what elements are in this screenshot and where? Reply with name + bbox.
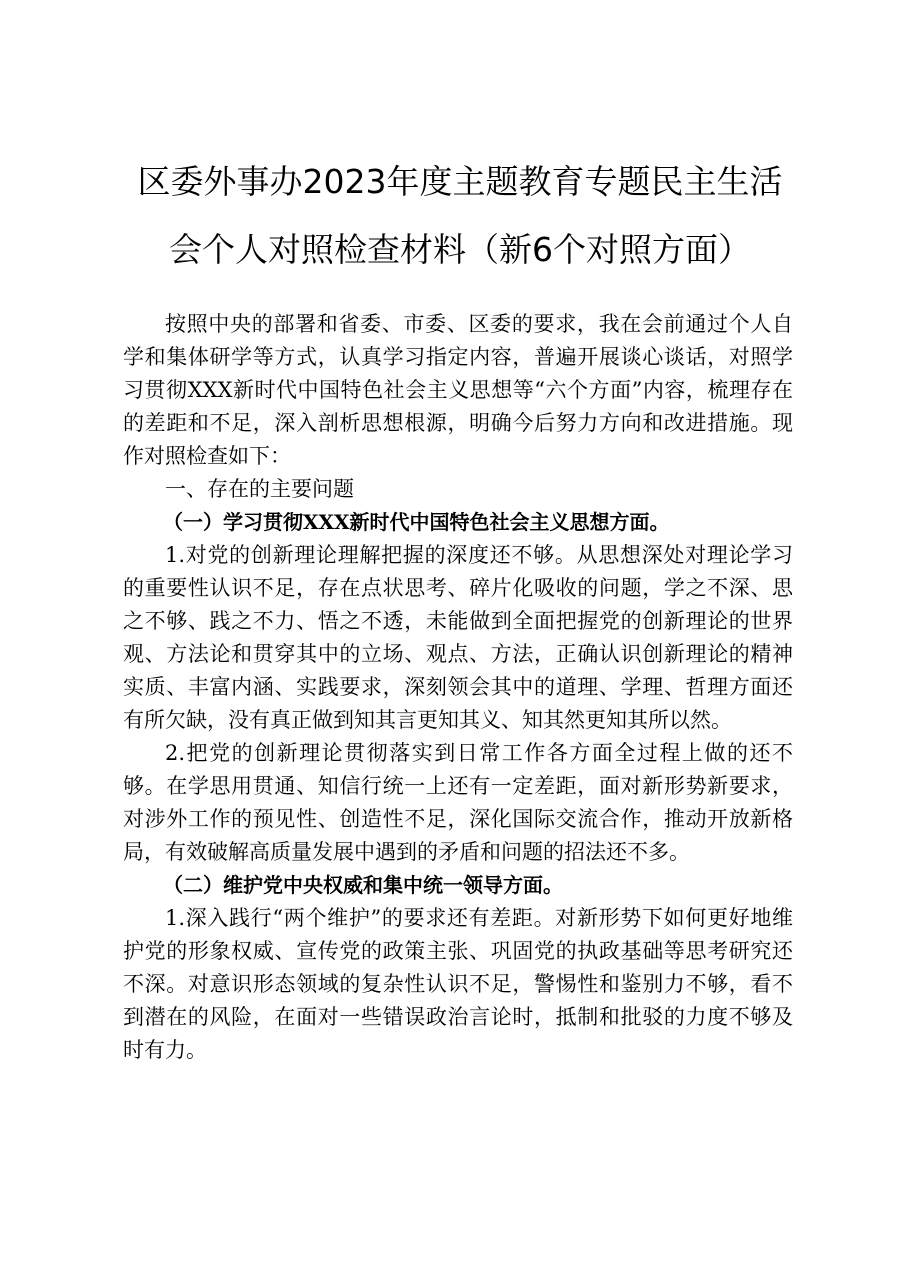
- paragraph-2-1: 1.深入践行“两个维护”的要求还有差距。对新形势下如何更好地维护党的形象权威、宣传党的政策主张、巩固党的执政基础等思考研究还不深。对意识形态领域的复杂性认识不足，警惕性和鉴别力不够，看不到潜在的风险，在面对一些错误政治言论时，抵制和批驳的力度不够及时有力。: [123, 906, 793, 1062]
- document-body: [123, 308, 793, 1067]
- subsection-heading-2: （二）维护党中央权威和集中统一领导方面。: [163, 873, 563, 897]
- document-title-line-1: 区委外事办2023年度主题教育专题民主生活: [137, 162, 783, 201]
- intro-paragraph: 按照中央的部署和省委、市委、区委的要求，我在会前通过个人自学和集体研学等方式，认真学习指定内容，普遍开展谈心谈话，对照学习贯彻XXX新时代中国特色社会主义思想等“六个方面”内容，梳理存在的差距和不足，深入剖析思想根源，明确今后努力方向和改进措施。现作对照检查如下：: [123, 312, 793, 468]
- paragraph-1-1: 1.对党的创新理论理解把握的深度还不够。从思想深处对理论学习的重要性认识不足，存在点状思考、碎片化吸收的问题，学之不深、思之不够、践之不力、悟之不透，未能做到全面把握党的创新理论的世界观、方法论和贯穿其中的立场、观点、方法，正确认识创新理论的精神实质、丰富内涵、实践要求，深刻领会其中的道理、学理、哲理方面还有所欠缺，没有真正做到知其言更知其义、知其然更知其所以然。: [123, 543, 793, 732]
- document-title-line-2: 会个人对照检查材料（新6个对照方面）: [169, 230, 751, 269]
- subsection-heading-1: （一）学习贯彻XXX新时代中国特色社会主义思想方面。: [163, 510, 670, 534]
- section-heading-problems: 一、存在的主要问题: [165, 477, 354, 501]
- paragraph-1-2: 2.把党的创新理论贯彻落实到日常工作各方面全过程上做的还不够。在学思用贯通、知信行统一上还有一定差距，面对新形势新要求，对涉外工作的预见性、创造性不足，深化国际交流合作，推动开放新格局，有效破解高质量发展中遇到的矛盾和问题的招法还不多。: [123, 741, 793, 864]
